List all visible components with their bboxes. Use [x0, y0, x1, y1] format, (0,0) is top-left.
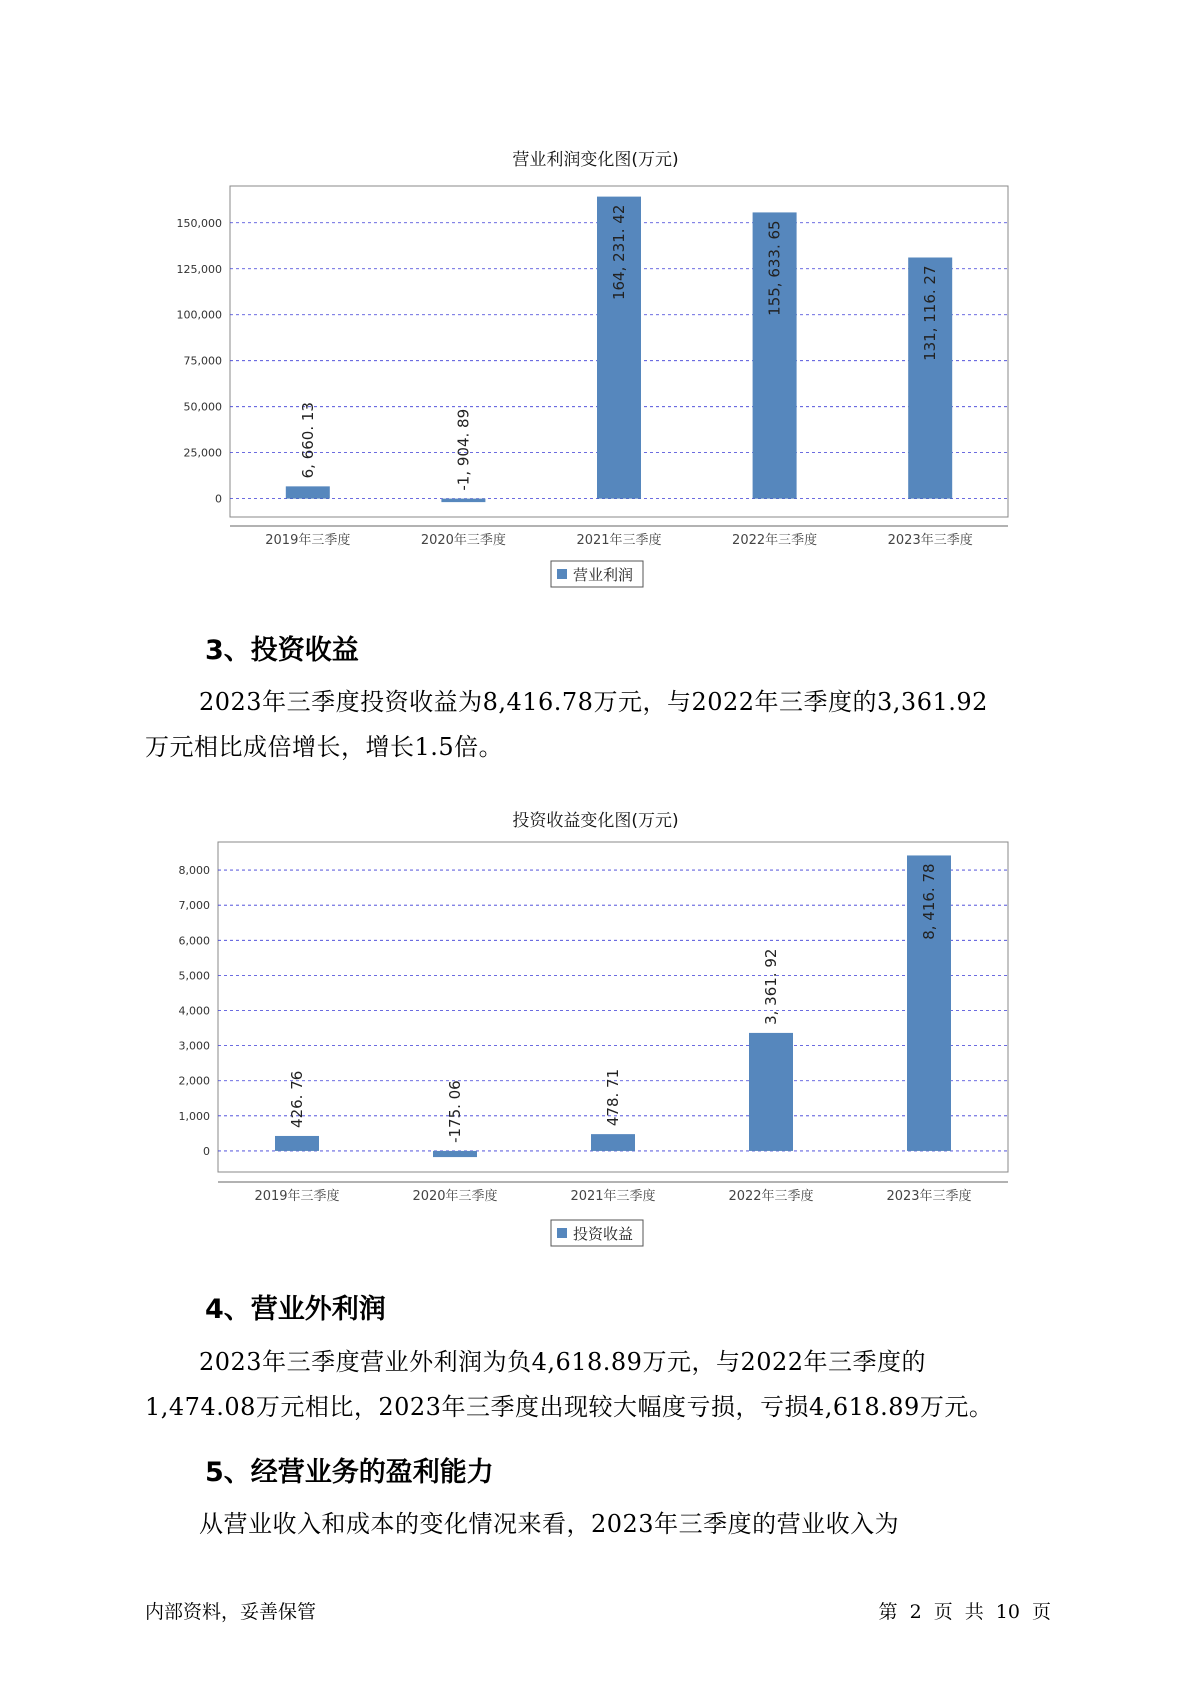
bar [275, 1136, 319, 1151]
bar [433, 1151, 477, 1157]
x-tick-label: 2022年三季度 [728, 1189, 814, 1204]
y-tick-label: 150,000 [176, 216, 222, 230]
nonoperating-line-1: 2023年三季度营业外利润为负4,618.89万元，与2022年三季度的 [199, 1348, 927, 1376]
investment-paragraph [145, 680, 1065, 770]
investment-line-1: 2023年三季度投资收益为8,416.78万元，与2022年三季度的3,361.92 [199, 688, 988, 716]
operating-profit-chart [0, 170, 1191, 590]
bar [749, 1033, 793, 1151]
data-label: 426. 76 [288, 1070, 306, 1128]
legend [551, 1220, 643, 1246]
x-tick-label: 2023年三季度 [887, 533, 973, 548]
profitability-paragraph [145, 1502, 1065, 1547]
x-tick-label: 2020年三季度 [412, 1189, 498, 1204]
data-label: 478. 71 [604, 1068, 622, 1127]
y-tick-label: 3,000 [178, 1039, 210, 1053]
legend [551, 561, 643, 587]
x-tick-label: 2023年三季度 [886, 1189, 972, 1204]
data-label: -175. 06 [446, 1080, 464, 1143]
legend-swatch [557, 1228, 567, 1238]
y-tick-label: 1,000 [178, 1109, 210, 1123]
legend-swatch [557, 569, 567, 579]
investment-line-2: 万元相比成倍增长，增长1.5倍。 [145, 733, 504, 761]
nonoperating-paragraph [145, 1340, 1065, 1430]
x-tick-label: 2020年三季度 [420, 533, 506, 548]
chart-title-investment-income: 投资收益变化图(万元) [512, 811, 679, 831]
x-tick-label: 2019年三季度 [254, 1189, 340, 1204]
data-label: 3, 361. 92 [762, 948, 780, 1025]
y-tick-label: 0 [215, 492, 222, 506]
section-heading-nonoperating: 4、营业外利润 [205, 1294, 386, 1325]
x-tick-label: 2021年三季度 [576, 533, 662, 548]
data-label: 131, 116. 27 [921, 265, 940, 361]
nonoperating-line-2: 1,474.08万元相比，2023年三季度出现较大幅度亏损，亏损4,618.89万元。 [145, 1393, 994, 1421]
profitability-line-1: 从营业收入和成本的变化情况来看，2023年三季度的营业收入为 [199, 1510, 900, 1538]
data-label: 6, 660. 13 [298, 402, 317, 479]
data-label: 8, 416. 78 [920, 863, 938, 940]
chart-title-operating-profit: 营业利润变化图(万元) [512, 150, 679, 170]
bar [441, 499, 485, 503]
x-tick-label: 2021年三季度 [570, 1189, 656, 1204]
footer-page-number: 第 2 页 共 10 页 [878, 1601, 1051, 1623]
legend-label: 投资收益 [573, 1225, 634, 1243]
y-tick-label: 75,000 [183, 354, 222, 368]
y-tick-label: 8,000 [178, 864, 210, 878]
x-tick-label: 2019年三季度 [265, 533, 351, 548]
y-tick-label: 125,000 [176, 262, 222, 276]
bar [591, 1134, 635, 1151]
investment-income-chart [0, 830, 1191, 1250]
y-tick-label: 4,000 [178, 1004, 210, 1018]
y-tick-label: 50,000 [183, 400, 222, 414]
y-tick-label: 100,000 [176, 308, 222, 322]
bar [286, 486, 330, 498]
section-heading-profitability: 5、经营业务的盈利能力 [205, 1457, 494, 1488]
data-label: -1, 904. 89 [454, 408, 473, 491]
data-label: 155, 633. 65 [765, 220, 784, 316]
y-tick-label: 6,000 [178, 934, 210, 948]
legend-label: 营业利润 [573, 566, 634, 584]
section-heading-investment: 3、投资收益 [205, 635, 359, 666]
y-tick-label: 7,000 [178, 899, 210, 913]
y-tick-label: 0 [203, 1144, 210, 1158]
x-tick-label: 2022年三季度 [732, 533, 818, 548]
y-tick-label: 25,000 [183, 446, 222, 460]
y-tick-label: 2,000 [178, 1074, 210, 1088]
footer-confidential: 内部资料，妥善保管 [145, 1601, 317, 1623]
data-label: 164, 231. 42 [610, 204, 628, 301]
y-tick-label: 5,000 [178, 969, 210, 983]
